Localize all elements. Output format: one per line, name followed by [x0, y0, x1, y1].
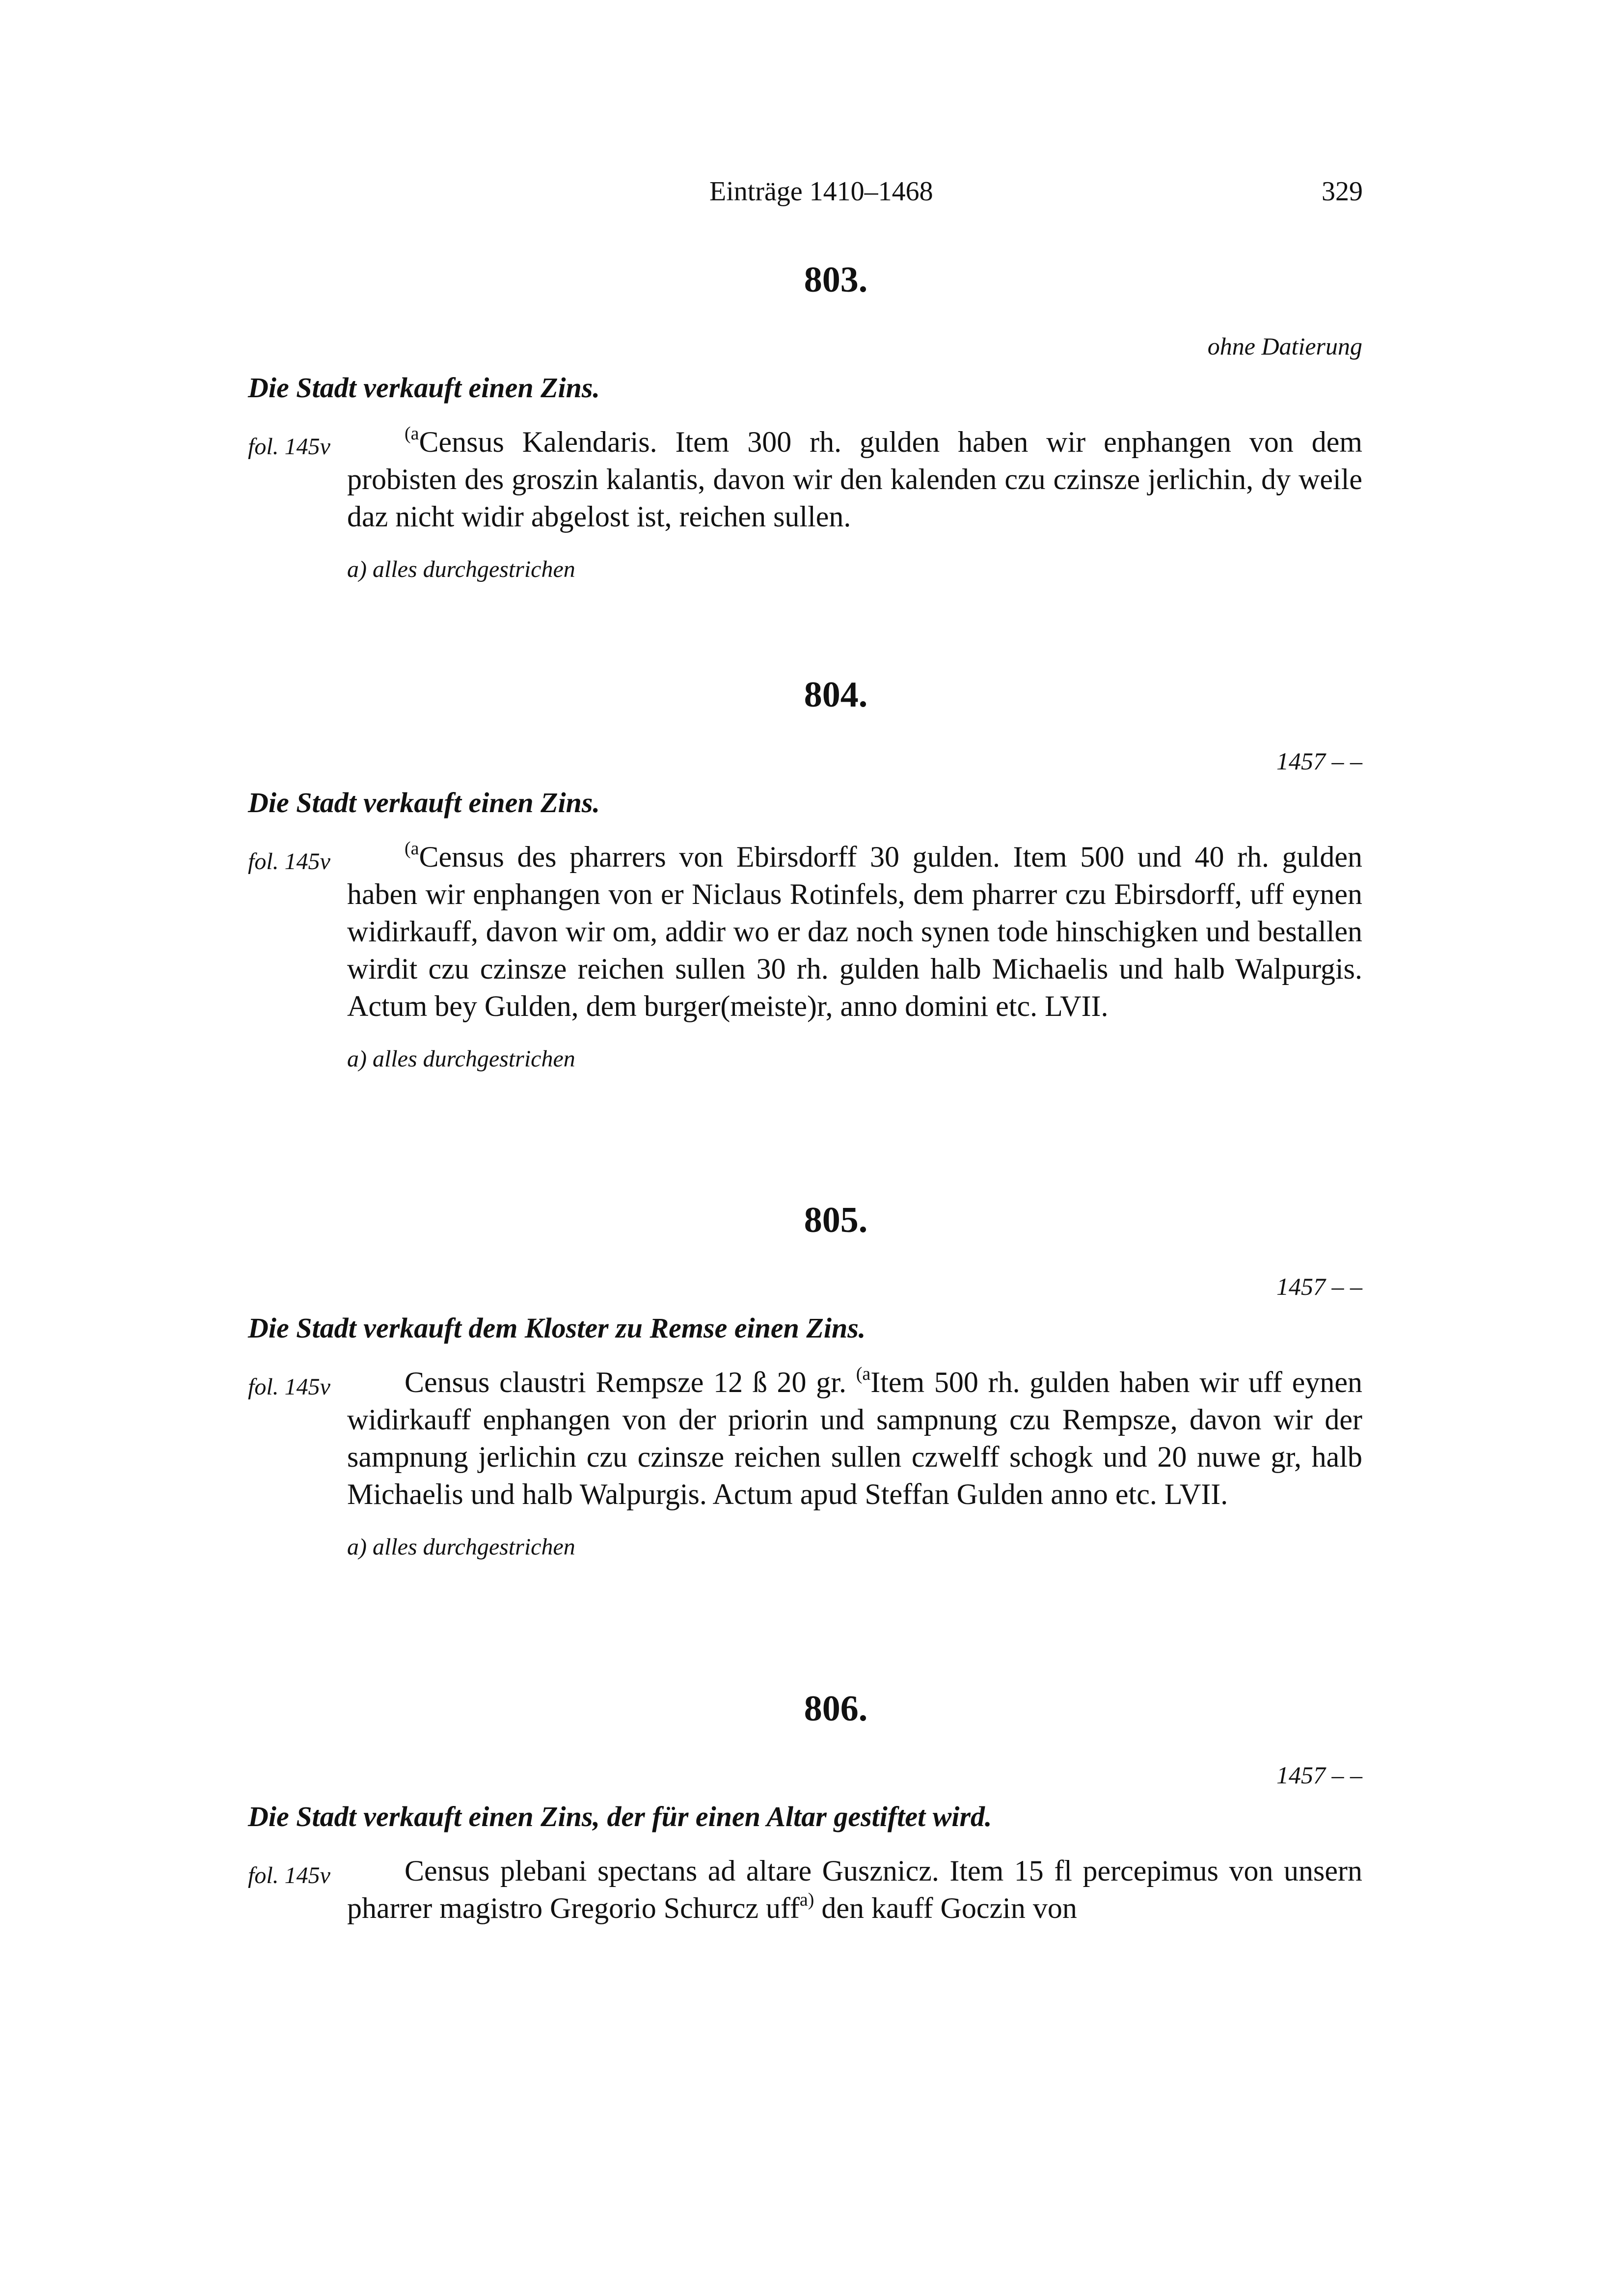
entry-805	[248, 1196, 1362, 1562]
folio-reference: fol. 145v	[248, 1374, 330, 1400]
entry-number: 805.	[804, 1200, 868, 1240]
entry-body	[248, 838, 1362, 1025]
entry-title: Die Stadt verkauft einen Zins, der für einen Altar gestiftet wird.	[248, 1801, 992, 1832]
entry-date: ohne Datierung	[1207, 332, 1362, 360]
footnote-marker: (a	[405, 423, 419, 444]
footnote: a) alles durchgestrichen	[347, 1534, 575, 1560]
entry-title: Die Stadt verkauft einen Zins.	[248, 787, 600, 819]
entry-text-intro: Census plebani spectans ad altare Gusznicz. Item 15 fl percepimus von unsern pharrer magistro Gregorio Schurcz uff	[347, 1855, 1362, 1924]
folio-reference: fol. 145v	[248, 1862, 330, 1888]
entry-text-content: Census des pharrers von Ebirsdorff 30 gulden. Item 500 und 40 rh. gulden haben wir enphangen von er Niclaus Rotinfels, dem pharrer czu Ebirsdorff, uff eynen widirkauff, davon wir om, addir wo er daz noch synen tode hinschigken und bestallen wirdit czu czinsze reichen sullen 30 rh. gulden halb Michaelis und halb Walpurgis. Actum bey Gulden, dem burger(meiste)r, anno domini etc. LVII.	[347, 841, 1362, 1022]
entry-body	[248, 1364, 1362, 1513]
entry-number: 806.	[804, 1689, 868, 1729]
entry-body	[248, 423, 1362, 535]
folio-reference: fol. 145v	[248, 434, 330, 460]
entry-text-content: Item 500 rh. gulden haben wir uff eynen widirkauff enphangen von der priorin und sampnung czu Rempsze, davon wir der sampnung jerlichin czu czinsze reichen sullen czwelff schogk und 20 nuwe gr, halb Michaelis und halb Walpurgis. Actum apud Steffan Gulden anno etc. LVII.	[347, 1366, 1362, 1510]
entry-date: 1457 – –	[1276, 1273, 1362, 1300]
running-title: Einträge 1410–1468	[709, 176, 933, 207]
footnote: a) alles durchgestrichen	[347, 1046, 575, 1072]
entry-803	[248, 255, 1362, 584]
entry-number: 803.	[804, 260, 868, 300]
entry-text	[347, 838, 1362, 1025]
entry-date: 1457 – –	[1276, 747, 1362, 775]
entry-text	[347, 1852, 1362, 1927]
footnote-marker: a)	[799, 1889, 814, 1910]
entry-body	[248, 1852, 1362, 1927]
entry-804	[248, 670, 1362, 1074]
entry-title: Die Stadt verkauft einen Zins.	[248, 372, 600, 404]
running-head	[0, 176, 1623, 215]
entry-date: 1457 – –	[1276, 1761, 1362, 1789]
entry-806	[248, 1684, 1362, 1927]
entry-text-content: Census Kalendaris. Item 300 rh. gulden haben wir enphangen von dem probisten des groszin kalantis, davon wir den kalenden czu czinsze jerlichin, dy weile daz nicht widir abgelost ist, reichen sullen.	[347, 426, 1362, 533]
entry-text	[347, 1364, 1362, 1513]
entry-text-intro: Census claustri Rempsze 12 ß 20 gr.	[405, 1366, 856, 1398]
entry-text	[347, 423, 1362, 535]
footnote: a) alles durchgestrichen	[347, 556, 575, 582]
footnote-marker: (a	[405, 838, 419, 859]
page-number: 329	[1322, 176, 1363, 207]
folio-reference: fol. 145v	[248, 848, 330, 875]
footnote-marker: (a	[856, 1364, 871, 1384]
entry-title: Die Stadt verkauft dem Kloster zu Remse einen Zins.	[248, 1312, 866, 1344]
entry-number: 804.	[804, 675, 868, 715]
entry-text-content: den kauff Goczin von	[814, 1892, 1077, 1924]
